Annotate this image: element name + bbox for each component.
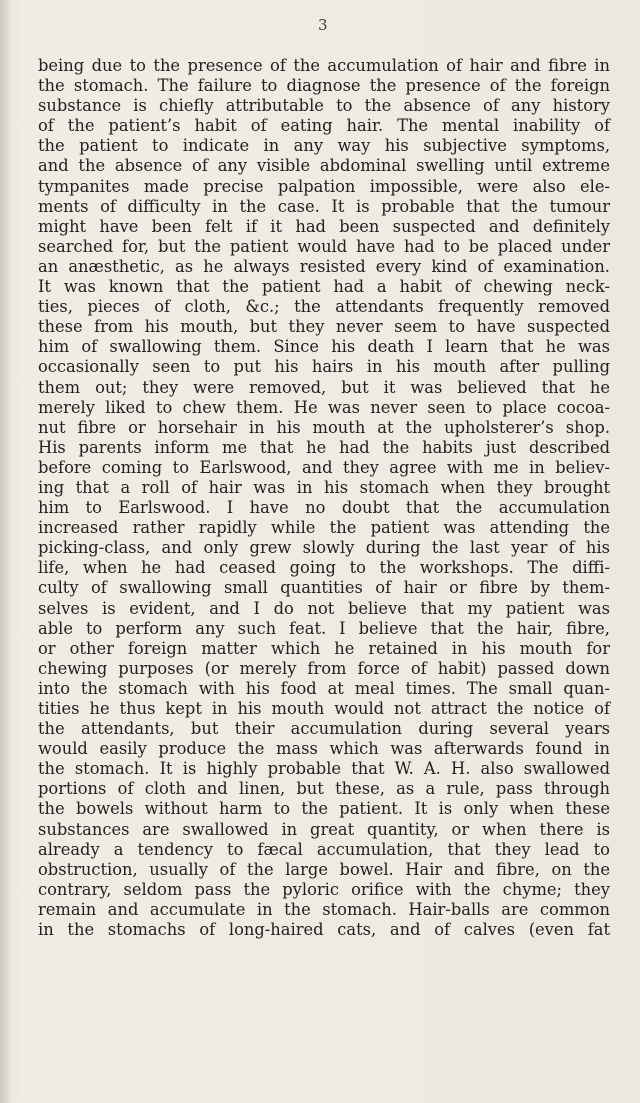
text-line: It was known that the patient had a habit of chewing neck- — [38, 277, 610, 297]
text-line: the bowels without harm to the patient. It is only when these — [38, 799, 610, 819]
text-line: might have been felt if it had been suspected and definitely — [38, 216, 610, 236]
text-line: nut fibre or horsehair in his mouth at the upholsterer’s shop. — [38, 417, 610, 437]
text-line: already a tendency to fæcal accumulation, that they lead to — [38, 839, 610, 859]
text-line: these from his mouth, but they never seem to have suspected — [38, 317, 610, 337]
text-line: him of swallowing them. Since his death I learn that he was — [38, 337, 610, 357]
text-line: substances are swallowed in great quantity, or when there is — [38, 819, 610, 839]
text-line: merely liked to chew them. He was never seen to place cocoa- — [38, 397, 610, 417]
text-line: or other foreign matter which he retained in his mouth for — [38, 638, 610, 658]
text-line: substance is chiefly attributable to the absence of any history — [38, 96, 610, 116]
text-line: of the patient’s habit of eating hair. The mental inability of — [38, 116, 610, 136]
text-line: in the stomachs of long-haired cats, and of calves (even fat — [38, 920, 610, 940]
text-line: selves is evident, and I do not believe that my patient was — [38, 598, 610, 618]
text-line: an anæsthetic, as he always resisted every kind of examination. — [38, 256, 610, 276]
text-line: culty of swallowing small quantities of hair or fibre by them- — [38, 578, 610, 598]
text-line: the stomach. The failure to diagnose the presence of the foreign — [38, 76, 610, 96]
page-number: 3 — [318, 16, 329, 34]
text-line: searched for, but the patient would have had to be placed under — [38, 236, 610, 256]
text-line: remain and accumulate in the stomach. Hair-balls are common — [38, 899, 610, 919]
body-text — [38, 56, 610, 940]
text-line: able to perform any such feat. I believe that the hair, fibre, — [38, 618, 610, 638]
text-line: chewing purposes (or merely from force of habit) passed down — [38, 658, 610, 678]
text-line: increased rather rapidly while the patient was attending the — [38, 518, 610, 538]
text-line: tities he thus kept in his mouth would not attract the notice of — [38, 699, 610, 718]
text-line: life, when he had ceased going to the workshops. The diffi- — [38, 558, 610, 578]
text-line: being due to the presence of the accumulation of hair and fibre in — [38, 56, 610, 75]
text-line: and the absence of any visible abdominal swelling until extreme — [38, 156, 610, 176]
text-line: portions of cloth and linen, but these, as a rule, pass through — [38, 779, 610, 799]
text-line: picking-class, and only grew slowly during the last year of his — [38, 538, 610, 558]
text-line: into the stomach with his food at meal times. The small quan- — [38, 678, 610, 698]
text-line: ing that a roll of hair was in his stomach when they brought — [38, 477, 610, 497]
text-line: them out; they were removed, but it was believed that he — [38, 377, 610, 397]
text-line: him to Earlswood. I have no doubt that the accumulation — [38, 498, 610, 518]
page-edge-shadow — [0, 0, 12, 1103]
text-line: ties, pieces of cloth, &c.; the attendants frequently removed — [38, 297, 610, 317]
text-line: occasionally seen to put his hairs in his mouth after pulling — [38, 357, 610, 377]
text-line: tympanites made precise palpation impossible, were also ele- — [38, 176, 610, 196]
text-line: contrary, seldom pass the pyloric orifice with the chyme; they — [38, 879, 610, 899]
text-line: ments of difficulty in the case. It is probable that the tumour — [38, 196, 610, 216]
text-line: before coming to Earlswood, and they agree with me in believ- — [38, 457, 610, 477]
text-line: His parents inform me that he had the habits just described — [38, 437, 610, 457]
text-line: the patient to indicate in any way his subjective symptoms, — [38, 136, 610, 156]
text-line: the attendants, but their accumulation during several years — [38, 719, 610, 739]
text-line: would easily produce the mass which was afterwards found in — [38, 739, 610, 759]
text-line: obstruction, usually of the large bowel. Hair and fibre, on the — [38, 859, 610, 879]
text-line: the stomach. It is highly probable that W. A. H. also swallowed — [38, 759, 610, 779]
